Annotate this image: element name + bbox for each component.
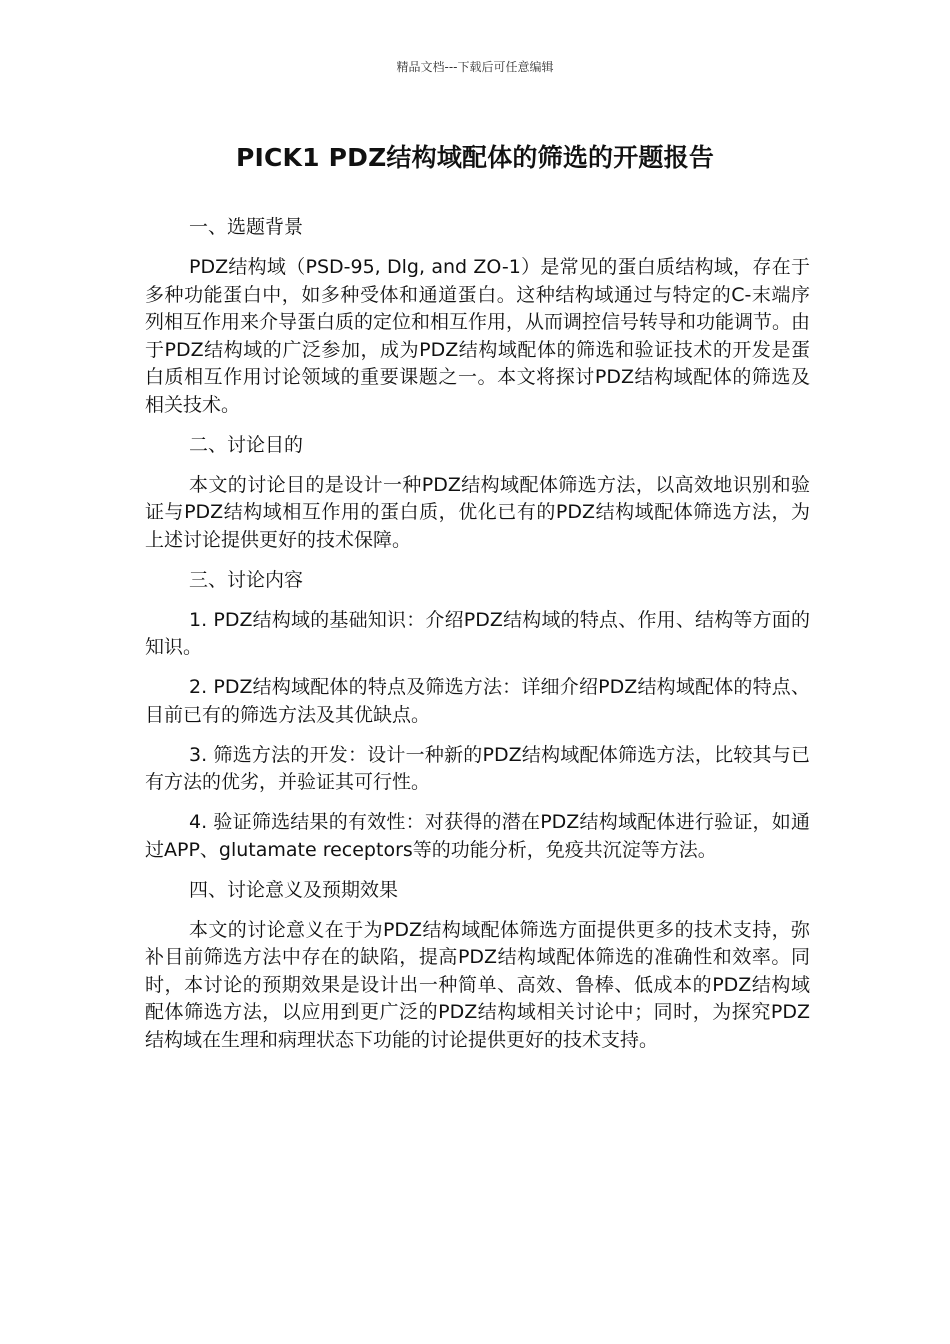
document-body [145,214,810,1067]
section-heading: 三、讨论内容 [189,568,304,591]
list-item-paragraph: 3. 筛选方法的开发：设计一种新的PDZ结构域配体筛选方法，比较其与已有方法的优劣，并验证其可行性。 [145,743,810,793]
list-item-paragraph: 4. 验证筛选结果的有效性：对获得的潜在PDZ结构域配体进行验证，如通过APP、glutamate receptors等的功能分析，免疫共沉淀等方法。 [145,811,810,861]
list-item-paragraph: 1. PDZ结构域的基础知识：介绍PDZ结构域的特点、作用、结构等方面的知识。 [145,608,810,658]
body-paragraph: PDZ结构域（PSD-95, Dlg, and ZO-1）是常见的蛋白质结构域，存在于多种功能蛋白中，如多种受体和通道蛋白。这种结构域通过与特定的C-末端序列相互作用来介导蛋白质的定位和相互作用，从而调控信号转导和功能调节。由于PDZ结构域的广泛参加，成为PDZ结构域配体的筛选和验证技术的开发是蛋白质相互作用讨论领域的重要课题之一。本文将探讨PDZ结构域配体的筛选及相关技术。 [145,256,811,416]
list-item-paragraph: 2. PDZ结构域配体的特点及筛选方法：详细介绍PDZ结构域配体的特点、目前已有的筛选方法及其优缺点。 [145,676,810,726]
page-header: 精品文档---下载后可任意编辑 [396,60,554,74]
body-paragraph: 本文的讨论意义在于为PDZ结构域配体筛选方面提供更多的技术支持，弥补目前筛选方法中存在的缺陷，提高PDZ结构域配体筛选的准确性和效率。同时，本讨论的预期效果是设计出一种简单、高效、鲁棒、低成本的PDZ结构域配体筛选方法，以应用到更广泛的PDZ结构域相关讨论中；同时，为探究PDZ结构域在生理和病理状态下功能的讨论提供更好的技术支持。 [145,918,810,1051]
section-heading: 四、讨论意义及预期效果 [189,878,399,901]
section-heading: 二、讨论目的 [189,433,304,456]
section-heading: 一、选题背景 [189,216,304,238]
body-paragraph: 本文的讨论目的是设计一种PDZ结构域配体筛选方法，以高效地识别和验证与PDZ结构域相互作用的蛋白质，优化已有的PDZ结构域配体筛选方法，为上述讨论提供更好的技术保障。 [145,473,810,551]
document-title: PICK1 PDZ结构域配体的筛选的开题报告 [235,143,715,172]
